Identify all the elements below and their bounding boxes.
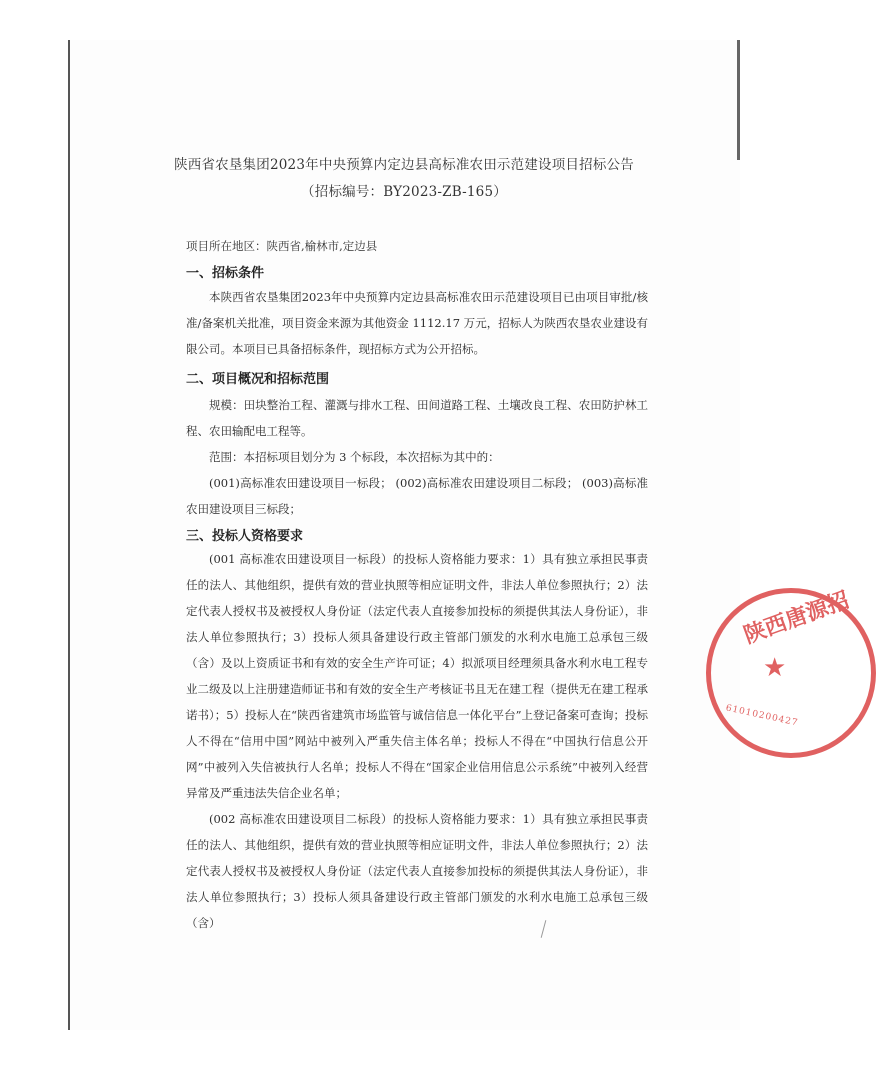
page-edge-right <box>737 40 740 160</box>
section-heading-3: 三、投标人资格要求 <box>186 529 304 544</box>
document-page <box>68 40 740 1030</box>
official-seal-stamp <box>706 588 876 758</box>
section-2-paragraph-3: (001)高标准农田建设项目一标段； (002)高标准农田建设项目二标段； (003)高标准农田建设项目三标段； <box>186 476 648 516</box>
section-3-paragraph-1: (001 高标准农田建设项目一标段）的投标人资格能力要求：1）具有独立承担民事责任的法人、其他组织，提供有效的营业执照等相应证明文件，非法人单位参照执行；2）法定代表人授权书及被授权人身份证（法定代表人直接参加投标的须提供其法人身份证），非法人单位参照执行；3）投标人须具备建设行政主管部门颁发的水利水电施工总承包三级（含）及以上资质证书和有效的安全生产许可证；4）拟派项目经理须具备水利水电工程专业二级及以上注册建造师证书和有效的安全生产考核证书且无在建工程（提供无在建工程承诺书）；5）投标人在“陕西省建筑市场监管与诚信信息一体化平台”上登记备案可查询；投标人不得在“信用中国”网站中被列入严重失信主体名单；投标人不得在“中国执行信息公开网”中被列入失信被执行人名单；投标人不得在“国家企业信用信息公示系统”中被列入经营异常及严重违法失信企业名单； <box>186 552 648 800</box>
seal-number: 61010200427 <box>724 703 800 729</box>
document-title: 陕西省农垦集团2023年中央预算内定边县高标准农田示范建设项目招标公告 <box>174 157 634 173</box>
project-location: 项目所在地区：陕西省,榆林市,定边县 <box>186 239 378 253</box>
section-3-paragraph-2: (002 高标准农田建设项目二标段）的投标人资格能力要求：1）具有独立承担民事责任的法人、其他组织，提供有效的营业执照等相应证明文件，非法人单位参照执行；2）法定代表人授权书及被授权人身份证（法定代表人直接参加投标的须提供其法人身份证），非法人单位参照执行；3）投标人须具备建设行政主管部门颁发的水利水电施工总承包三级（含） <box>186 812 648 930</box>
seal-text: 陕西唐源招 <box>740 587 853 649</box>
section-heading-1: 一、招标条件 <box>186 266 265 281</box>
tender-number: （招标编号：BY2023-ZB-165） <box>301 184 507 200</box>
section-2-paragraph-2: 范围：本招标项目划分为 3 个标段，本次招标为其中的： <box>209 450 500 464</box>
star-icon: ★ <box>763 653 787 683</box>
section-2-paragraph-1: 规模：田块整治工程、灌溉与排水工程、田间道路工程、土壤改良工程、农田防护林工程、农田输配电工程等。 <box>186 398 648 438</box>
section-heading-2: 二、项目概况和招标范围 <box>186 372 330 387</box>
section-1-paragraph-1: 本陕西省农垦集团2023年中央预算内定边县高标准农田示范建设项目已由项目审批/核准/备案机关批准，项目资金来源为其他资金 1112.17 万元，招标人为陕西农垦农业建设有限公司。本项目已具备招标条件，现招标方式为公开招标。 <box>186 290 648 356</box>
